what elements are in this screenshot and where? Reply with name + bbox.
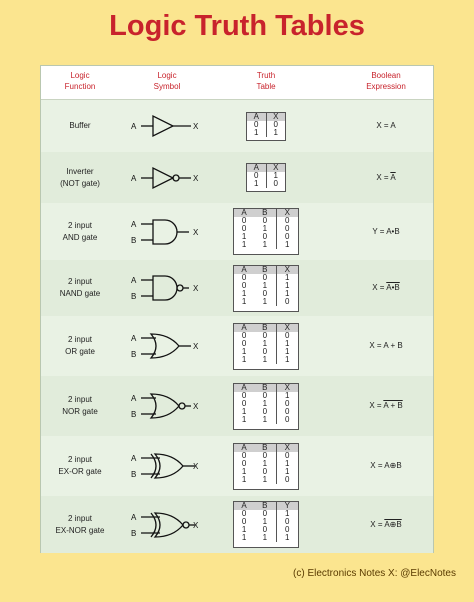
footer-credit: (c) Electronics Notes X: @ElecNotes bbox=[293, 568, 456, 579]
xnor-gate-symbol-icon bbox=[129, 505, 201, 550]
truth-table-header: A bbox=[234, 266, 254, 274]
truth-table-cell: 1 bbox=[262, 296, 268, 306]
truth-table-header: A bbox=[234, 384, 254, 392]
header-row bbox=[41, 66, 433, 100]
input-label: A bbox=[131, 276, 137, 285]
truth-table-cell: 1 bbox=[262, 414, 268, 424]
truth-table-cell: 0 bbox=[276, 217, 298, 225]
truth-table-cell: 1 bbox=[276, 274, 298, 282]
input-label: B bbox=[131, 410, 137, 419]
truth-table-cell: 1 bbox=[254, 127, 259, 137]
truth-table bbox=[246, 112, 286, 141]
or-gate-symbol-icon bbox=[129, 326, 201, 371]
truth-table-cell: 0 bbox=[262, 330, 268, 340]
gate-row-nand bbox=[41, 260, 433, 316]
truth-table-cell: 0 bbox=[241, 517, 247, 526]
function-name: 2 input OR gate bbox=[65, 335, 95, 356]
truth-table-cell: 0 bbox=[241, 216, 247, 225]
boolean-expression: $X = \overline{A}$ bbox=[376, 172, 396, 182]
truth-table-cell: 1 bbox=[241, 466, 247, 476]
truth-table-chart bbox=[40, 65, 434, 553]
gate-row-xor bbox=[41, 436, 433, 496]
truth-table-cell: 1 bbox=[276, 282, 298, 290]
gate-row-and bbox=[41, 203, 433, 260]
truth-table-cell: 1 bbox=[276, 356, 298, 364]
output-label: X bbox=[193, 227, 199, 237]
input-label: B bbox=[131, 235, 137, 245]
truth-table-cell: 0 bbox=[254, 171, 259, 180]
truth-table-header: X bbox=[276, 324, 298, 332]
input-label: A bbox=[131, 334, 137, 343]
nor-gate-symbol-icon bbox=[129, 386, 201, 431]
truth-table bbox=[233, 383, 299, 430]
function-name: 2 input AND gate bbox=[62, 220, 98, 242]
input-label: B bbox=[131, 470, 137, 479]
truth-table-cell: 1 bbox=[241, 525, 247, 534]
truth-table-cell: 1 bbox=[262, 240, 268, 249]
truth-table-cell: 1 bbox=[262, 517, 268, 526]
truth-table-cell: 0 bbox=[276, 526, 298, 534]
truth-table-cell: 0 bbox=[241, 450, 247, 460]
output-label: X bbox=[193, 520, 199, 530]
truth-table-cell: 0 bbox=[262, 406, 268, 416]
output-label: X bbox=[193, 284, 199, 293]
boolean-expression: Y = A•B bbox=[372, 226, 400, 236]
gate-row-not bbox=[41, 152, 433, 203]
boolean-expression: X = A + B bbox=[369, 341, 403, 350]
truth-table-header: A bbox=[234, 502, 254, 510]
truth-table-cell: 0 bbox=[276, 416, 298, 424]
negated-term: $\overline{A}$ bbox=[390, 172, 396, 182]
input-label: A bbox=[131, 219, 137, 229]
truth-table-header: B bbox=[254, 384, 276, 392]
truth-table-cell: 1 bbox=[276, 340, 298, 348]
truth-table-header: A bbox=[234, 444, 254, 452]
truth-table-cell: 1 bbox=[276, 290, 298, 298]
truth-table-cell: 0 bbox=[241, 224, 247, 233]
truth-table-cell: 0 bbox=[241, 390, 247, 400]
gate-row-or bbox=[41, 316, 433, 376]
output-label: X bbox=[193, 402, 199, 411]
truth-table-cell: 1 bbox=[266, 172, 285, 180]
truth-table-header: X bbox=[276, 384, 298, 392]
truth-table-cell: 0 bbox=[276, 400, 298, 408]
function-name: Inverter (NOT gate) bbox=[60, 166, 100, 188]
truth-table bbox=[233, 265, 299, 312]
gate-row-buffer bbox=[41, 100, 433, 152]
function-name: 2 input EX-NOR gate bbox=[55, 513, 105, 535]
truth-table-cell: 0 bbox=[262, 346, 268, 356]
truth-table-header: A bbox=[247, 113, 266, 121]
truth-table-cell: 0 bbox=[262, 232, 268, 241]
output-label: X bbox=[193, 173, 199, 183]
truth-table bbox=[233, 323, 299, 370]
output-label: X bbox=[193, 122, 199, 131]
truth-table-cell: 1 bbox=[241, 406, 247, 416]
truth-table bbox=[246, 163, 286, 192]
header-function: Logic Function bbox=[64, 71, 96, 91]
truth-table-cell: 0 bbox=[276, 476, 298, 484]
truth-table-cell: 0 bbox=[262, 450, 268, 460]
negated-term: A⊕B bbox=[384, 519, 402, 529]
truth-table-cell: 0 bbox=[266, 121, 285, 129]
truth-table-cell: 1 bbox=[262, 533, 268, 542]
truth-table-cell: 1 bbox=[276, 460, 298, 468]
truth-table-cell: 1 bbox=[262, 398, 268, 408]
truth-table-header: A bbox=[234, 324, 254, 332]
truth-table-header: A bbox=[234, 209, 254, 217]
truth-table-cell: 0 bbox=[241, 458, 247, 468]
truth-table-cell: 1 bbox=[276, 534, 298, 542]
truth-table-cell: 1 bbox=[262, 224, 268, 233]
truth-table-cell: 0 bbox=[254, 119, 259, 129]
input-label: A bbox=[131, 173, 137, 183]
truth-table bbox=[233, 208, 299, 255]
truth-table-cell: 1 bbox=[241, 296, 247, 306]
truth-table-cell: 0 bbox=[276, 452, 298, 460]
truth-table-cell: 0 bbox=[276, 332, 298, 340]
truth-table-cell: 1 bbox=[241, 240, 247, 249]
truth-table-cell: 0 bbox=[266, 180, 285, 188]
input-label: A bbox=[131, 122, 137, 131]
input-label: A bbox=[131, 454, 137, 463]
truth-table-cell: 1 bbox=[262, 280, 268, 290]
truth-table-cell: 0 bbox=[241, 330, 247, 340]
truth-table-header: B bbox=[254, 444, 276, 452]
truth-table-cell: 0 bbox=[276, 233, 298, 241]
xor-gate-symbol-icon bbox=[129, 446, 201, 491]
header-expression: Boolean Expression bbox=[366, 71, 406, 91]
truth-table-cell: 0 bbox=[241, 398, 247, 408]
boolean-expression: X = A + B bbox=[369, 401, 403, 410]
truth-table-cell: 1 bbox=[276, 468, 298, 476]
truth-table-cell: 0 bbox=[262, 466, 268, 476]
output-label: X bbox=[193, 462, 199, 471]
truth-table-cell: 1 bbox=[241, 414, 247, 424]
and-gate-symbol-icon bbox=[129, 212, 201, 257]
truth-table-cell: 1 bbox=[241, 533, 247, 542]
truth-table bbox=[233, 443, 299, 490]
truth-table-cell: 1 bbox=[276, 392, 298, 400]
gate-row-nor bbox=[41, 376, 433, 436]
page-title: Logic Truth Tables bbox=[109, 10, 365, 42]
buffer-gate-symbol-icon bbox=[129, 106, 201, 151]
not-gate-symbol-icon bbox=[129, 158, 201, 203]
boolean-expression: X = A⊕B bbox=[370, 461, 402, 470]
truth-table-cell: 0 bbox=[241, 272, 247, 282]
function-name: 2 input EX-OR gate bbox=[58, 455, 102, 476]
boolean-expression: X = A bbox=[376, 121, 396, 130]
truth-table-header: Y bbox=[276, 502, 298, 510]
input-label: B bbox=[131, 292, 137, 301]
truth-table-cell: 1 bbox=[262, 458, 268, 468]
output-label: X bbox=[193, 342, 199, 351]
truth-table-cell: 0 bbox=[241, 280, 247, 290]
truth-table-cell: 1 bbox=[262, 354, 268, 364]
truth-table-header: B bbox=[254, 324, 276, 332]
header-symbol: Logic Symbol bbox=[153, 71, 181, 91]
input-label: B bbox=[131, 528, 137, 538]
truth-table-cell: 1 bbox=[254, 179, 259, 188]
truth-table-cell: 1 bbox=[262, 474, 268, 484]
truth-table-cell: 0 bbox=[241, 509, 247, 518]
truth-table-cell: 1 bbox=[241, 346, 247, 356]
truth-table-cell: 0 bbox=[276, 225, 298, 233]
truth-table-cell: 0 bbox=[262, 216, 268, 225]
truth-table-header: X bbox=[276, 444, 298, 452]
boolean-expression: X = A⊕B bbox=[370, 519, 402, 529]
input-label: A bbox=[131, 394, 137, 403]
truth-table-cell: 1 bbox=[241, 474, 247, 484]
truth-table-cell: 1 bbox=[276, 348, 298, 356]
truth-table-cell: 0 bbox=[262, 272, 268, 282]
negated-term: A•B bbox=[386, 283, 400, 292]
truth-table-header: B bbox=[254, 209, 276, 217]
negated-term: A + B bbox=[383, 401, 403, 410]
gate-row-xnor bbox=[41, 496, 433, 553]
truth-table-cell: 1 bbox=[276, 241, 298, 249]
truth-table-cell: 1 bbox=[266, 129, 285, 137]
truth-table-cell: 1 bbox=[241, 288, 247, 298]
function-name: 2 input NAND gate bbox=[59, 277, 101, 298]
truth-table-cell: 1 bbox=[241, 354, 247, 364]
truth-table bbox=[233, 501, 299, 548]
nand-gate-symbol-icon bbox=[129, 268, 201, 313]
truth-table-cell: 0 bbox=[262, 509, 268, 518]
truth-table-cell: 1 bbox=[241, 232, 247, 241]
truth-table-cell: 1 bbox=[276, 510, 298, 518]
truth-table-cell: 1 bbox=[262, 338, 268, 348]
truth-table-cell: 0 bbox=[241, 338, 247, 348]
truth-table-header: X bbox=[276, 209, 298, 217]
input-label: A bbox=[131, 512, 137, 522]
function-name: 2 input NOR gate bbox=[62, 395, 98, 416]
truth-table-cell: 0 bbox=[262, 288, 268, 298]
truth-table-cell: 0 bbox=[276, 518, 298, 526]
boolean-expression: X = A•B bbox=[372, 283, 400, 292]
header-truth-table: Truth Table bbox=[256, 71, 276, 91]
function-name: Buffer bbox=[69, 121, 91, 130]
truth-table-cell: 0 bbox=[262, 525, 268, 534]
truth-table-header: X bbox=[266, 164, 285, 172]
truth-table-cell: 0 bbox=[276, 408, 298, 416]
truth-table-header: X bbox=[266, 113, 285, 121]
truth-table-header: X bbox=[276, 266, 298, 274]
truth-table-cell: 0 bbox=[276, 298, 298, 306]
truth-table-header: B bbox=[254, 502, 276, 510]
input-label: B bbox=[131, 350, 137, 359]
truth-table-header: A bbox=[247, 164, 266, 172]
truth-table-header: B bbox=[254, 266, 276, 274]
truth-table-cell: 0 bbox=[262, 390, 268, 400]
